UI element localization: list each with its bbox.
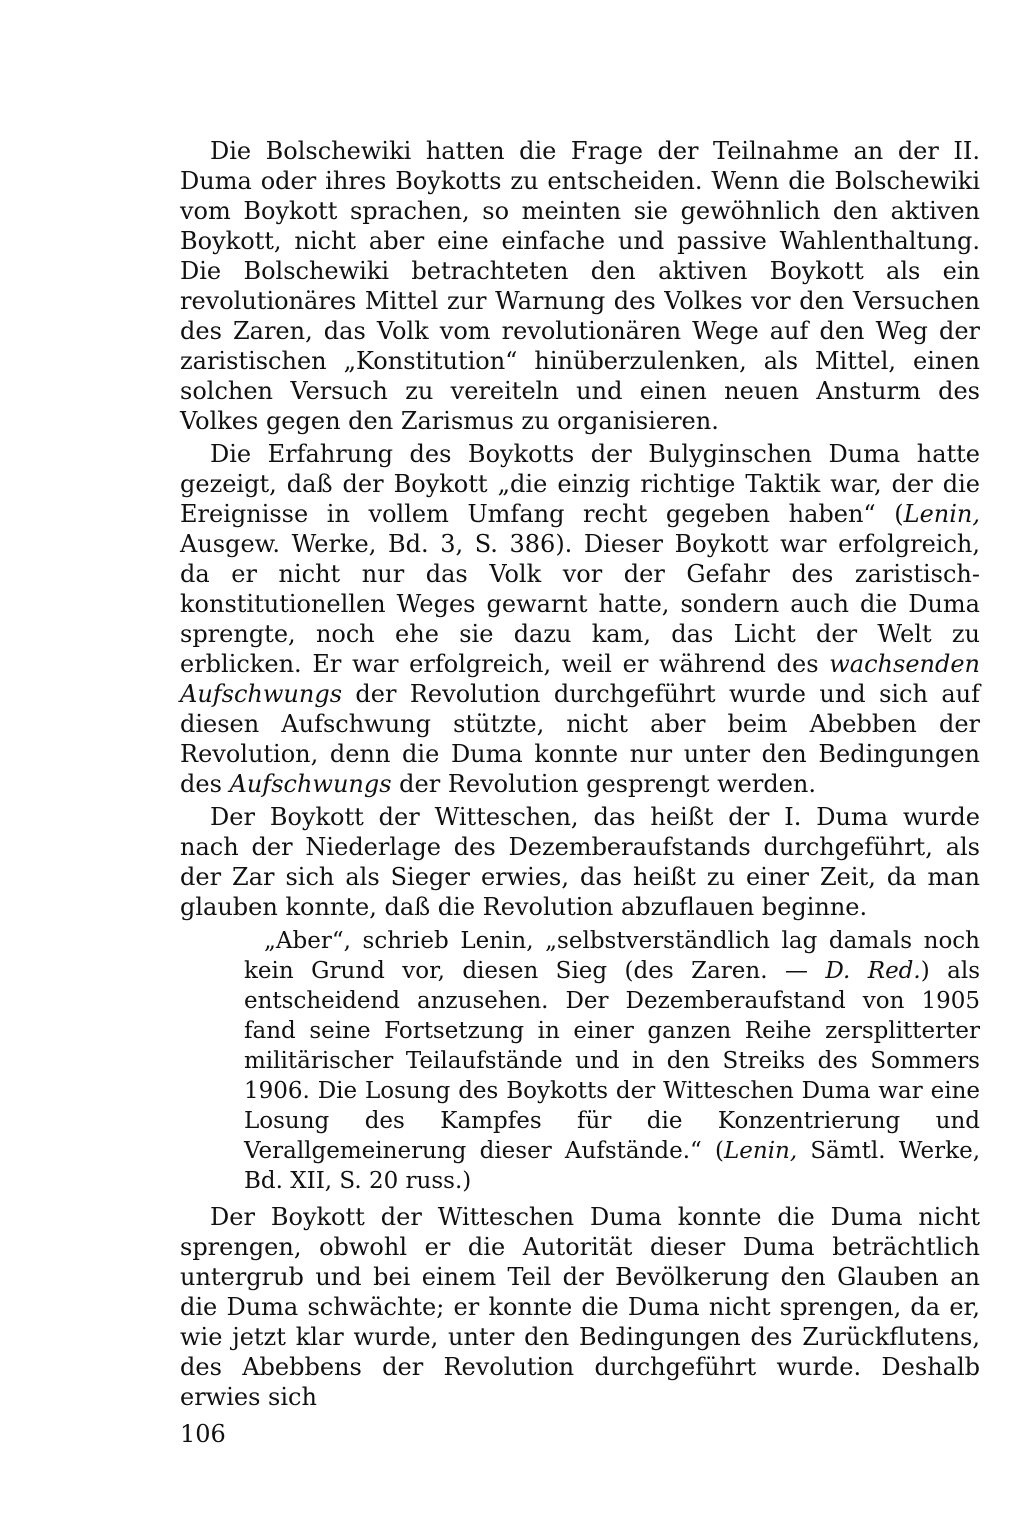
quote-author-citation: Lenin, — [724, 1138, 798, 1164]
editor-note: D. Red. — [825, 958, 921, 984]
paragraph-2-part-2: Ausgew. Werke, Bd. 3, S. 386). Dieser Boykott war erfolgreich, da er nicht nur das Volk vor der Gefahr des zaristisch-konstitutionellen Weges gewarnt hatte, sondern auch die Duma sprengte, noch ehe sie dazu kam, das Licht der Welt zu erblicken. Er war erfolgreich, weil er während des — [180, 530, 980, 678]
page-number: 106 — [180, 1420, 226, 1448]
quote-part-3: Sämtl. Werke, Bd. XII, S. 20 russ.) — [244, 1138, 981, 1194]
paragraph-2-part-1: Die Erfahrung des Boykotts der Bulyginschen Duma hatte gezeigt, daß der Boykott „die einzig richtige Taktik war, der die Ereignisse in vollem Umfang recht gegeben haben“ ( — [180, 440, 980, 528]
emphasis-growing-upswing: wachsenden Aufschwungs — [180, 650, 980, 708]
author-citation: Lenin, — [903, 500, 980, 528]
paragraph-4: Der Boykott der Witteschen Duma konnte die Duma nicht sprengen, obwohl er die Autorität dieser Duma beträchtlich untergrub und bei einem Teil der Bevölkerung den Glauben an die Duma schwächte; er konnte die Duma nicht sprengen, da er, wie jetzt klar wurde, unter den Bedingungen des Zurückflutens, des Abebbens der Revolution durchgeführt wurde. Deshalb erwies sich — [180, 1203, 980, 1411]
paragraph-2-part-3: der Revolution durchgeführt wurde und sich auf diesen Aufschwung stützte, nicht aber beim Abebben der Revolution, denn die Duma konnte nur unter den Bedingungen des — [180, 680, 980, 798]
quote-part-1: „Aber“, schrieb Lenin, „selbstverständlich lag damals noch kein Grund vor, diesen Sieg (des Zaren. — — [244, 928, 980, 984]
main-text — [180, 136, 980, 1415]
paragraph-2-part-4: der Revolution gesprengt werden. — [391, 770, 816, 798]
emphasis-upswing: Aufschwungs — [229, 770, 392, 798]
quote-part-2: ) als entscheidend anzusehen. Der Dezemberaufstand von 1905 fand seine Fortsetzung in einer ganzen Reihe zersplitterter militärischer Teilaufstände und in den Streiks des Sommers 1906. Die Losung des Boykotts der Witteschen Duma war eine Losung des Kampfes für die Konzentrierung und Verallgemeinerung dieser Aufstände.“ ( — [244, 958, 980, 1164]
paragraph-3: Der Boykott der Witteschen, das heißt der I. Duma wurde nach der Niederlage des Dezemberaufstands durchgeführt, als der Zar sich als Sieger erwies, das heißt zu einer Zeit, da man glauben konnte, daß die Revolution abzuflauen beginne. — [180, 803, 980, 921]
paragraph-1: Die Bolschewiki hatten die Frage der Teilnahme an der II. Duma oder ihres Boykotts zu entscheiden. Wenn die Bolschewiki vom Boykott sprachen, so meinten sie gewöhnlich den aktiven Boykott, nicht aber eine einfache und passive Wahlenthaltung. Die Bolschewiki betrachteten den aktiven Boykott als ein revolutionäres Mittel zur Warnung des Volkes vor den Versuchen des Zaren, das Volk vom revolutionären Wege auf den Weg der zaristischen „Konstitution“ hinüberzulenken, als Mittel, einen solchen Versuch zu vereiteln und einen neuen Ansturm des Volkes gegen den Zarismus zu organisieren. — [180, 137, 980, 435]
block-quote — [244, 926, 980, 1196]
paragraph-2 — [180, 439, 980, 799]
